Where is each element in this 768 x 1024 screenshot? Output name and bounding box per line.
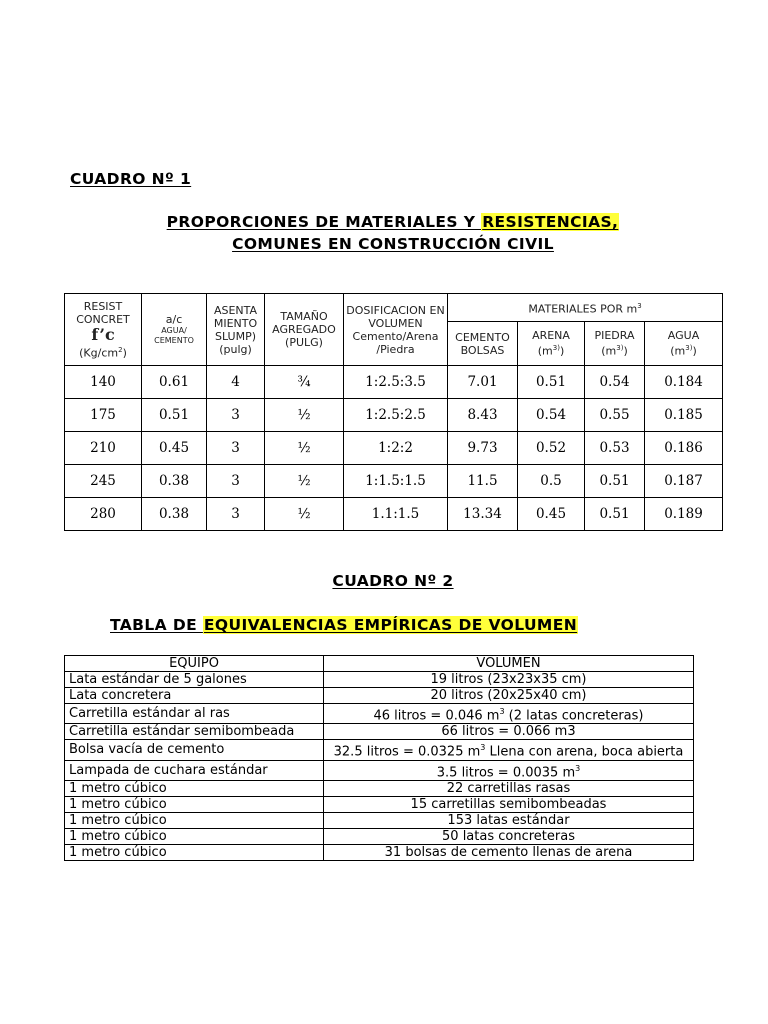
- cell-arena: 0.5: [518, 465, 585, 498]
- cell-equipo: Carretilla estándar al ras: [65, 704, 324, 724]
- volumen-sup: 3: [575, 763, 581, 773]
- header-materiales: [448, 294, 723, 322]
- header-arena-unit: [518, 342, 584, 358]
- cell-ac: 0.45: [142, 432, 207, 465]
- cell-volumen: [324, 780, 694, 796]
- cell-tamano: ¾: [265, 366, 344, 399]
- cell-equipo: Lata estándar de 5 galones: [65, 672, 324, 688]
- cell-equipo: 1 metro cúbico: [65, 828, 324, 844]
- cell-tamano: ½: [265, 432, 344, 465]
- table-row: [65, 432, 723, 465]
- cell-agua: 0.186: [645, 432, 723, 465]
- cell-dosif: 1.1:1.5: [344, 498, 448, 531]
- cell-tamano: ½: [265, 399, 344, 432]
- header-resist: [65, 294, 142, 366]
- cell-cemento: 9.73: [448, 432, 518, 465]
- cell-dosif: 1:2.5:3.5: [344, 366, 448, 399]
- table-row: [65, 844, 694, 860]
- header-kg-text: (Kg/cm: [79, 346, 119, 360]
- cell-ac: 0.38: [142, 465, 207, 498]
- table-row: [65, 465, 723, 498]
- cell-volumen: [324, 688, 694, 704]
- proportions-table-body: [65, 366, 723, 531]
- cell-volumen: [324, 812, 694, 828]
- cell-arena: 0.51: [518, 366, 585, 399]
- table-row: [65, 796, 694, 812]
- cell-volumen: [324, 704, 694, 724]
- header-equipo: EQUIPO: [65, 656, 324, 672]
- header-piedra: [585, 322, 645, 366]
- cell-equipo: Lata concretera: [65, 688, 324, 704]
- cell-arena: 0.45: [518, 498, 585, 531]
- header-ac-label: a/c: [165, 313, 183, 326]
- cell-volumen: [324, 672, 694, 688]
- header-piedra-label: PIEDRA: [594, 329, 635, 343]
- cell-volumen: [324, 844, 694, 860]
- cell-dosif: 1:2.5:2.5: [344, 399, 448, 432]
- cell-equipo: Bolsa vacía de cemento: [65, 740, 324, 760]
- cuadro-2-label: CUADRO Nº 2: [332, 572, 454, 590]
- table-row: [65, 704, 694, 724]
- cell-cemento: 11.5: [448, 465, 518, 498]
- cell-agua: 0.187: [645, 465, 723, 498]
- volumen-text: 46 litros = 0.046 m: [373, 708, 500, 724]
- header-agua-unit: [645, 342, 722, 358]
- cell-piedra: 0.51: [585, 465, 645, 498]
- cell-cemento: 7.01: [448, 366, 518, 399]
- volumen-text: 31 bolsas de cemento llenas de arena: [384, 844, 633, 860]
- cell-slump: 3: [207, 498, 265, 531]
- table-row: [65, 688, 694, 704]
- volumen-text: 19 litros (23x23x35 cm): [430, 672, 587, 687]
- cell-ac: 0.38: [142, 498, 207, 531]
- cell-equipo: Lampada de cuchara estándar: [65, 760, 324, 780]
- header-tamano: TAMAÑO AGREGADO (PULG): [265, 294, 344, 366]
- cell-piedra: 0.54: [585, 366, 645, 399]
- header-arena: [518, 322, 585, 366]
- cuadro-1-title: [64, 211, 722, 255]
- cuadro-2-title-highlight: EQUIVALENCIAS EMPÍRICAS DE VOLUMEN: [203, 616, 578, 634]
- cell-slump: 4: [207, 366, 265, 399]
- cell-equipo: Carretilla estándar semibombeada: [65, 724, 324, 740]
- table-row: [65, 672, 694, 688]
- equivalences-table-body: [65, 672, 694, 861]
- header-materiales-text: MATERIALES POR m: [528, 302, 638, 316]
- cell-volumen: [324, 828, 694, 844]
- table-row: [65, 724, 694, 740]
- header-materiales-sup: 3: [637, 301, 642, 310]
- unit-sup: 3): [685, 344, 693, 353]
- table-row: [65, 399, 723, 432]
- header-kg: [65, 344, 141, 360]
- volumen-sup: 3: [480, 743, 486, 753]
- header-cemento: CEMENTO BOLSAS: [448, 322, 518, 366]
- header-kg-close: ): [122, 346, 127, 360]
- cell-slump: 3: [207, 399, 265, 432]
- cuadro-2-title-part1: TABLA DE: [110, 616, 203, 634]
- proportions-table: [64, 293, 723, 531]
- header-agua: [645, 322, 723, 366]
- volumen-text-after: Llena con arena, boca abierta: [485, 744, 684, 760]
- unit-close: ): [692, 344, 697, 358]
- cell-equipo: 1 metro cúbico: [65, 844, 324, 860]
- volumen-text-after: (2 latas concreteras): [504, 708, 644, 724]
- cell-fc: 245: [65, 465, 142, 498]
- volumen-text: 50 latas concreteras: [442, 828, 575, 844]
- cell-agua: 0.184: [645, 366, 723, 399]
- header-slump: ASENTA MIENTO SLUMP) (pulg): [207, 294, 265, 366]
- cell-fc: 140: [65, 366, 142, 399]
- cell-fc: 280: [65, 498, 142, 531]
- cell-volumen: [324, 740, 694, 760]
- cell-equipo: 1 metro cúbico: [65, 780, 324, 796]
- cell-tamano: ½: [265, 498, 344, 531]
- cell-volumen: [324, 760, 694, 780]
- cell-agua: 0.189: [645, 498, 723, 531]
- unit-sup: 3): [616, 344, 624, 353]
- cell-ac: 0.61: [142, 366, 207, 399]
- volumen-text: 32.5 litros = 0.0325 m: [333, 744, 481, 760]
- cell-arena: 0.52: [518, 432, 585, 465]
- cell-arena: 0.54: [518, 399, 585, 432]
- cell-dosif: 1:2:2: [344, 432, 448, 465]
- cuadro-1-title-highlight: RESISTENCIAS,: [482, 213, 619, 231]
- cell-slump: 3: [207, 432, 265, 465]
- volumen-text: 22 carretillas rasas: [446, 780, 571, 796]
- table-row: [65, 366, 723, 399]
- cell-cemento: 13.34: [448, 498, 518, 531]
- table-row: [65, 780, 694, 796]
- unit-open: (m: [601, 344, 617, 358]
- cell-piedra: 0.55: [585, 399, 645, 432]
- unit-open: (m: [537, 344, 553, 358]
- unit-close: ): [623, 344, 628, 358]
- table-row: [65, 740, 694, 760]
- cell-piedra: 0.51: [585, 498, 645, 531]
- unit-open: (m: [670, 344, 686, 358]
- cell-fc: 210: [65, 432, 142, 465]
- table-row: [65, 828, 694, 844]
- cell-dosif: 1:1.5:1.5: [344, 465, 448, 498]
- header-volumen: VOLUMEN: [324, 656, 694, 672]
- unit-sup: 3): [552, 344, 560, 353]
- table-row: [65, 812, 694, 828]
- header-arena-label: ARENA: [532, 329, 570, 343]
- cuadro-1-label: CUADRO Nº 1: [70, 170, 192, 188]
- unit-close: ): [559, 344, 565, 358]
- header-kg-sup: 2: [118, 345, 123, 354]
- header-ac-sub: AGUA/ CEMENTO: [154, 326, 194, 345]
- cuadro-1-title-part1: PROPORCIONES DE MATERIALES Y: [166, 213, 482, 231]
- cell-agua: 0.185: [645, 399, 723, 432]
- cuadro-2-title: [110, 614, 578, 636]
- cell-tamano: ½: [265, 465, 344, 498]
- header-ac: [142, 294, 207, 366]
- volumen-text: 153 latas estándar: [447, 812, 570, 828]
- cell-fc: 175: [65, 399, 142, 432]
- cuadro-1-title-line2: COMUNES EN CONSTRUCCIÓN CIVIL: [232, 235, 554, 253]
- cell-volumen: [324, 724, 694, 740]
- volumen-text: 15 carretillas semibombeadas: [410, 796, 607, 812]
- volumen-text: 66 litros = 0.066 m3: [441, 724, 576, 740]
- volumen-text: 20 litros (20x25x40 cm): [430, 688, 587, 703]
- cell-equipo: 1 metro cúbico: [65, 796, 324, 812]
- cell-equipo: 1 metro cúbico: [65, 812, 324, 828]
- cell-ac: 0.51: [142, 399, 207, 432]
- header-resist-label: RESIST CONCRET: [76, 299, 130, 326]
- header-fc: f’c: [91, 324, 115, 344]
- cell-volumen: [324, 796, 694, 812]
- header-dosif: DOSIFICACION EN VOLUMEN Cemento/Arena /Piedra: [344, 294, 448, 366]
- cell-cemento: 8.43: [448, 399, 518, 432]
- volumen-sup: 3: [499, 707, 505, 716]
- cell-piedra: 0.53: [585, 432, 645, 465]
- header-piedra-unit: [585, 342, 644, 358]
- cell-slump: 3: [207, 465, 265, 498]
- equivalences-table: [64, 655, 694, 861]
- table-row: [65, 760, 694, 780]
- volumen-text: 3.5 litros = 0.0035 m: [436, 764, 576, 780]
- table-row: [65, 498, 723, 531]
- header-agua-label: AGUA: [667, 329, 700, 343]
